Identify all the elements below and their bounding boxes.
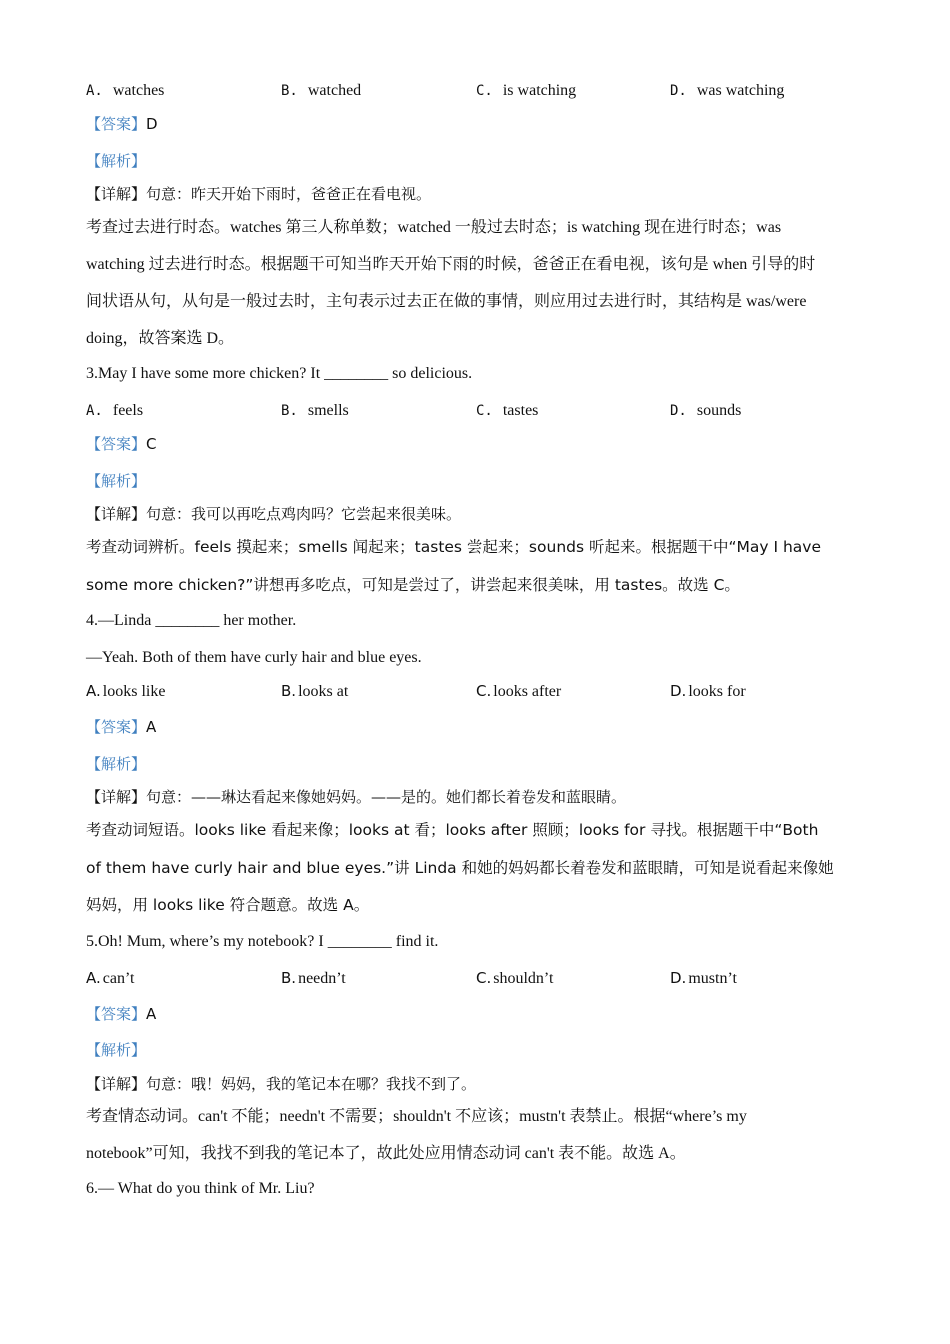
q3-analysis-tag: 【解析】: [86, 472, 147, 490]
q4-explain-line: 妈妈，用 looks like 符合题意。故选 A。: [86, 896, 370, 914]
q3-explain-line: 考查动词辨析。feels 摸起来；smells 闻起来；tastes 尝起来；sounds 听起来。根据题干中“May I have: [86, 538, 822, 556]
q4-stem: 4.—Linda ________ her mother.: [86, 612, 297, 629]
q2-explain-line: 考查过去进行时态。watches 第三人称单数；watched 一般过去时态；is watching 现在进行时态；was: [86, 219, 782, 236]
answer-value: C: [146, 435, 157, 453]
option-letter: B.: [281, 969, 297, 987]
option-text: mustn’t: [688, 970, 737, 987]
q4-option-c: [476, 681, 561, 702]
q2-explain-line: 间状语从句，从句是一般过去时，主句表示过去正在做的事情，则应用过去进行时，其结构是 was/were: [86, 293, 807, 310]
q3-explain-line: some more chicken?”讲想再多吃点，可知是尝过了，讲尝起来很美味，用 tastes。故选 C。: [86, 576, 740, 594]
q2-explain-line: watching 过去进行时态。根据题干可知当昨天开始下雨的时候，爸爸正在看电视，该句是 when 引导的时: [86, 256, 816, 273]
q4-option-d: [670, 681, 746, 702]
q2-answer: [86, 114, 158, 134]
option-text: smells: [307, 402, 349, 419]
option-text: looks like: [102, 683, 166, 700]
q2-analysis-tag: 【解析】: [86, 152, 147, 170]
option-text: can’t: [102, 970, 135, 987]
q4-explain-line: of them have curly hair and blue eyes.”讲 Linda 和她的妈妈都长着卷发和蓝眼睛，可知是说看起来像她: [86, 859, 834, 877]
q4-option-b: [281, 681, 348, 702]
q4-option-a: [86, 681, 165, 702]
option-text: needn’t: [298, 970, 346, 987]
q6-stem: 6.— What do you think of Mr. Liu?: [86, 1180, 315, 1197]
q5-answer: [86, 1004, 156, 1024]
option-letter: A.: [86, 403, 103, 419]
q5-explain-line: notebook”可知，我找不到我的笔记本了，故此处应用情态动词 can't 表不能。故选 A。: [86, 1145, 686, 1162]
option-text: looks after: [493, 683, 562, 700]
option-text: tastes: [502, 402, 539, 419]
option-letter: B.: [281, 682, 297, 700]
option-text: watched: [307, 82, 362, 99]
option-text: was watching: [696, 82, 785, 99]
answer-tag: 【答案】: [86, 435, 147, 453]
q5-detail: 【详解】句意：哦！妈妈，我的笔记本在哪？我找不到了。: [86, 1075, 477, 1093]
answer-value: A: [146, 1005, 157, 1023]
option-letter: C.: [476, 83, 493, 99]
q4-detail: 【详解】句意：——琳达看起来像她妈妈。——是的。她们都长着卷发和蓝眼睛。: [86, 788, 627, 806]
option-text: is watching: [502, 82, 577, 99]
q5-stem: 5.Oh! Mum, where’s my notebook? I ________ find it.: [86, 933, 439, 950]
option-letter: D.: [670, 682, 687, 700]
option-text: looks at: [298, 683, 349, 700]
q3-detail: 【详解】句意：我可以再吃点鸡肉吗？它尝起来很美味。: [86, 505, 462, 523]
option-text: feels: [112, 402, 144, 419]
q2-option-c: [476, 80, 576, 101]
option-letter: B.: [281, 403, 298, 419]
option-letter: C.: [476, 403, 493, 419]
q4-stem-reply: —Yeah. Both of them have curly hair and blue eyes.: [86, 649, 422, 666]
answer-value: D: [146, 115, 158, 133]
q3-option-a: [86, 400, 143, 421]
option-letter: D.: [670, 969, 687, 987]
q5-option-d: [670, 968, 737, 989]
q4-answer: [86, 717, 156, 737]
answer-value: A: [146, 718, 157, 736]
answer-tag: 【答案】: [86, 718, 147, 736]
q2-option-a: [86, 80, 164, 101]
q5-option-c: [476, 968, 553, 989]
option-text: watches: [112, 82, 165, 99]
q3-answer: [86, 434, 157, 454]
q2-detail: 【详解】句意：昨天开始下雨时，爸爸正在看电视。: [86, 185, 432, 203]
option-letter: B.: [281, 83, 298, 99]
option-letter: C.: [476, 969, 492, 987]
answer-tag: 【答案】: [86, 1005, 147, 1023]
q4-analysis-tag: 【解析】: [86, 755, 147, 773]
option-letter: A.: [86, 83, 103, 99]
option-letter: D.: [670, 403, 687, 419]
q3-option-b: [281, 400, 349, 421]
option-text: looks for: [688, 683, 746, 700]
option-letter: D.: [670, 83, 687, 99]
option-text: shouldn’t: [493, 970, 554, 987]
q2-explain-line: doing，故答案选 D。: [86, 330, 235, 347]
q5-explain-line: 考查情态动词。can't 不能；needn't 不需要；shouldn't 不应该；mustn't 表禁止。根据“where’s my: [86, 1108, 747, 1125]
option-letter: A.: [86, 682, 101, 700]
option-text: sounds: [696, 402, 742, 419]
q3-option-c: [476, 400, 538, 421]
option-letter: A.: [86, 969, 101, 987]
q5-option-b: [281, 968, 346, 989]
q3-stem: 3.May I have some more chicken? It ________ so delicious.: [86, 365, 473, 382]
answer-tag: 【答案】: [86, 115, 147, 133]
q4-explain-line: 考查动词短语。looks like 看起来像；looks at 看；looks after 照顾；looks for 寻找。根据题干中“Both: [86, 821, 819, 839]
q3-option-d: [670, 400, 741, 421]
option-letter: C.: [476, 682, 492, 700]
q5-option-a: [86, 968, 134, 989]
q2-option-d: [670, 80, 784, 101]
q2-option-b: [281, 80, 361, 101]
q5-analysis-tag: 【解析】: [86, 1041, 147, 1059]
